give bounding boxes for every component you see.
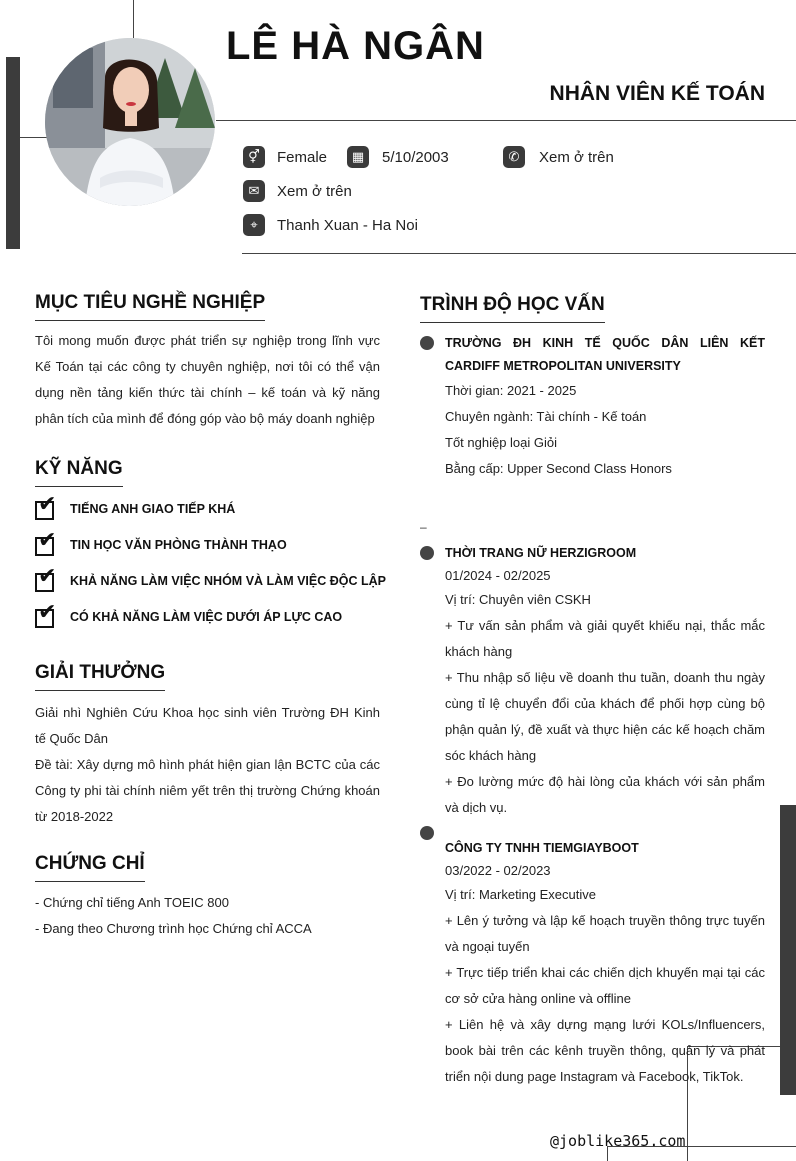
left-accent-bar: [6, 57, 20, 249]
job-title: NHÂN VIÊN KẾ TOÁN: [549, 82, 765, 105]
job-period: 01/2024 - 02/2025: [445, 568, 551, 583]
skills-section: [35, 458, 395, 629]
skill-label: KHẢ NĂNG LÀM VIỆC NHÓM VÀ LÀM VIỆC ĐỘC LẬP: [70, 574, 386, 588]
education-grade: Tốt nghiệp loại Giỏi: [445, 435, 558, 450]
phone-icon: ✆: [503, 146, 525, 168]
education-major: Chuyên ngành: Tài chính - Kế toán: [445, 409, 647, 424]
skill-label: TIẾNG ANH GIAO TIẾP KHÁ: [70, 502, 236, 516]
job-duty: + Thu nhập số liệu về doanh thu tuần, doanh thu ngày cùng tỉ lệ chuyển đổi của khách để phối hợp cùng bộ phận quản lý, đề xuất và thực hiện các kế hoạch chăm sóc khách hàng: [445, 670, 765, 763]
certificates-heading: CHỨNG CHỈ: [35, 853, 145, 882]
job-duty: + Tư vấn sản phẩm và giải quyết khiếu nại, thắc mắc khách hàng: [445, 618, 765, 659]
profile-photo-illustration: [45, 38, 215, 206]
checkbox-checked-icon: ✔: [35, 606, 61, 628]
skill-item: [35, 600, 395, 629]
job-position: Vị trí: Chuyên viên CSKH: [445, 592, 591, 607]
skill-item: [35, 528, 395, 557]
certificate-item: - Chứng chỉ tiếng Anh TOEIC 800: [35, 895, 229, 910]
job-duty: + Đo lường mức độ hài lòng của khách với sản phẩm và dịch vụ.: [445, 774, 765, 815]
photo-connector-line: [20, 137, 48, 138]
awards-section: [35, 662, 380, 830]
timeline-dot: [420, 826, 434, 840]
award-topic: Đề tài: Xây dựng mô hình phát hiện gian lận BCTC của các Công ty phi tài chính niêm yết trên thị trường Chứng khoán từ 2018-2022: [35, 757, 380, 824]
phone-value: Xem ở trên: [539, 149, 614, 166]
calendar-icon: ▦: [347, 146, 369, 168]
education-degree: Bằng cấp: Upper Second Class Honors: [445, 461, 672, 476]
education-heading-wrap: [420, 294, 605, 323]
certificates-section: [35, 853, 380, 942]
profile-photo: [45, 38, 215, 206]
job-duty: + Lên ý tưởng và lập kế hoạch truyền thông trực tuyến và ngoại tuyến: [445, 913, 765, 954]
contact-divider: [242, 253, 796, 254]
location-pin-icon: ⌖: [243, 214, 265, 236]
address-value: Thanh Xuan - Ha Noi: [277, 217, 418, 234]
email-value: Xem ở trên: [277, 183, 352, 200]
skill-item: [35, 564, 395, 593]
awards-heading: GIẢI THƯỞNG: [35, 662, 165, 691]
checkbox-checked-icon: ✔: [35, 534, 61, 556]
gender-icon: ⚥: [243, 146, 265, 168]
school-name: TRƯỜNG ĐH KINH TẾ QUỐC DÂN LIÊN KẾT CARDIFF METROPOLITAN UNIVERSITY: [445, 336, 765, 373]
skill-item: [35, 492, 395, 521]
candidate-name: LÊ HÀ NGÂN: [226, 24, 485, 68]
checkbox-checked-icon: ✔: [35, 498, 61, 520]
job-duty: + Trực tiếp triển khai các chiến dịch khuyến mại tại các cơ sở cửa hàng online và offline: [445, 965, 765, 1006]
company-name: CÔNG TY TNHH TIEMGIAYBOOT: [445, 841, 639, 855]
skills-heading: KỸ NĂNG: [35, 458, 123, 487]
objective-section: [35, 292, 380, 432]
education-heading: TRÌNH ĐỘ HỌC VẤN: [420, 294, 605, 323]
skill-label: TIN HỌC VĂN PHÒNG THÀNH THẠO: [70, 538, 287, 552]
education-entry: [445, 332, 765, 482]
watermark: @joblike365.com: [550, 1132, 686, 1150]
job-period: 03/2022 - 02/2023: [445, 863, 551, 878]
dob-value: 5/10/2003: [382, 149, 449, 166]
section-divider-mark: –: [420, 520, 427, 534]
job-position: Vị trí: Marketing Executive: [445, 887, 596, 902]
certificate-item: - Đang theo Chương trình học Chứng chỉ ACCA: [35, 921, 312, 936]
gender-value: Female: [277, 149, 328, 166]
skill-label: CÓ KHẢ NĂNG LÀM VIỆC DƯỚI ÁP LỰC CAO: [70, 610, 343, 624]
objective-text: Tôi mong muốn được phát triển sự nghiệp trong lĩnh vực Kế Toán tại các công ty chuyên nghiệp, nơi tôi có thể vận dụng nền tảng kiến thức tài chính – kế toán và kỹ năng phân tích của mình để đóng góp vào bộ máy doanh nghiệp: [35, 333, 380, 426]
education-time: Thời gian: 2021 - 2025: [445, 383, 577, 398]
header-divider: [216, 120, 796, 121]
experience-entry: [445, 542, 765, 821]
job-duty: + Liên hệ và xây dựng mạng lưới KOLs/Influencers, book bài trên các kênh truyền thông, quản lý và phát triển nội dung page Instagram và Facebook, TikTok.: [445, 1017, 765, 1084]
timeline-dot: [420, 336, 434, 350]
right-accent-bar: [780, 805, 796, 1095]
timeline-dot: [420, 546, 434, 560]
envelope-icon: ✉: [243, 180, 265, 202]
top-vertical-line: [133, 0, 134, 38]
company-name: THỜI TRANG NỮ HERZIGROOM: [445, 546, 637, 560]
objective-heading: MỤC TIÊU NGHỀ NGHIỆP: [35, 292, 265, 321]
award-text: Giải nhì Nghiên Cứu Khoa học sinh viên Trường ĐH Kinh tế Quốc Dân: [35, 705, 380, 746]
checkbox-checked-icon: ✔: [35, 570, 61, 592]
experience-entry: [445, 837, 765, 1090]
